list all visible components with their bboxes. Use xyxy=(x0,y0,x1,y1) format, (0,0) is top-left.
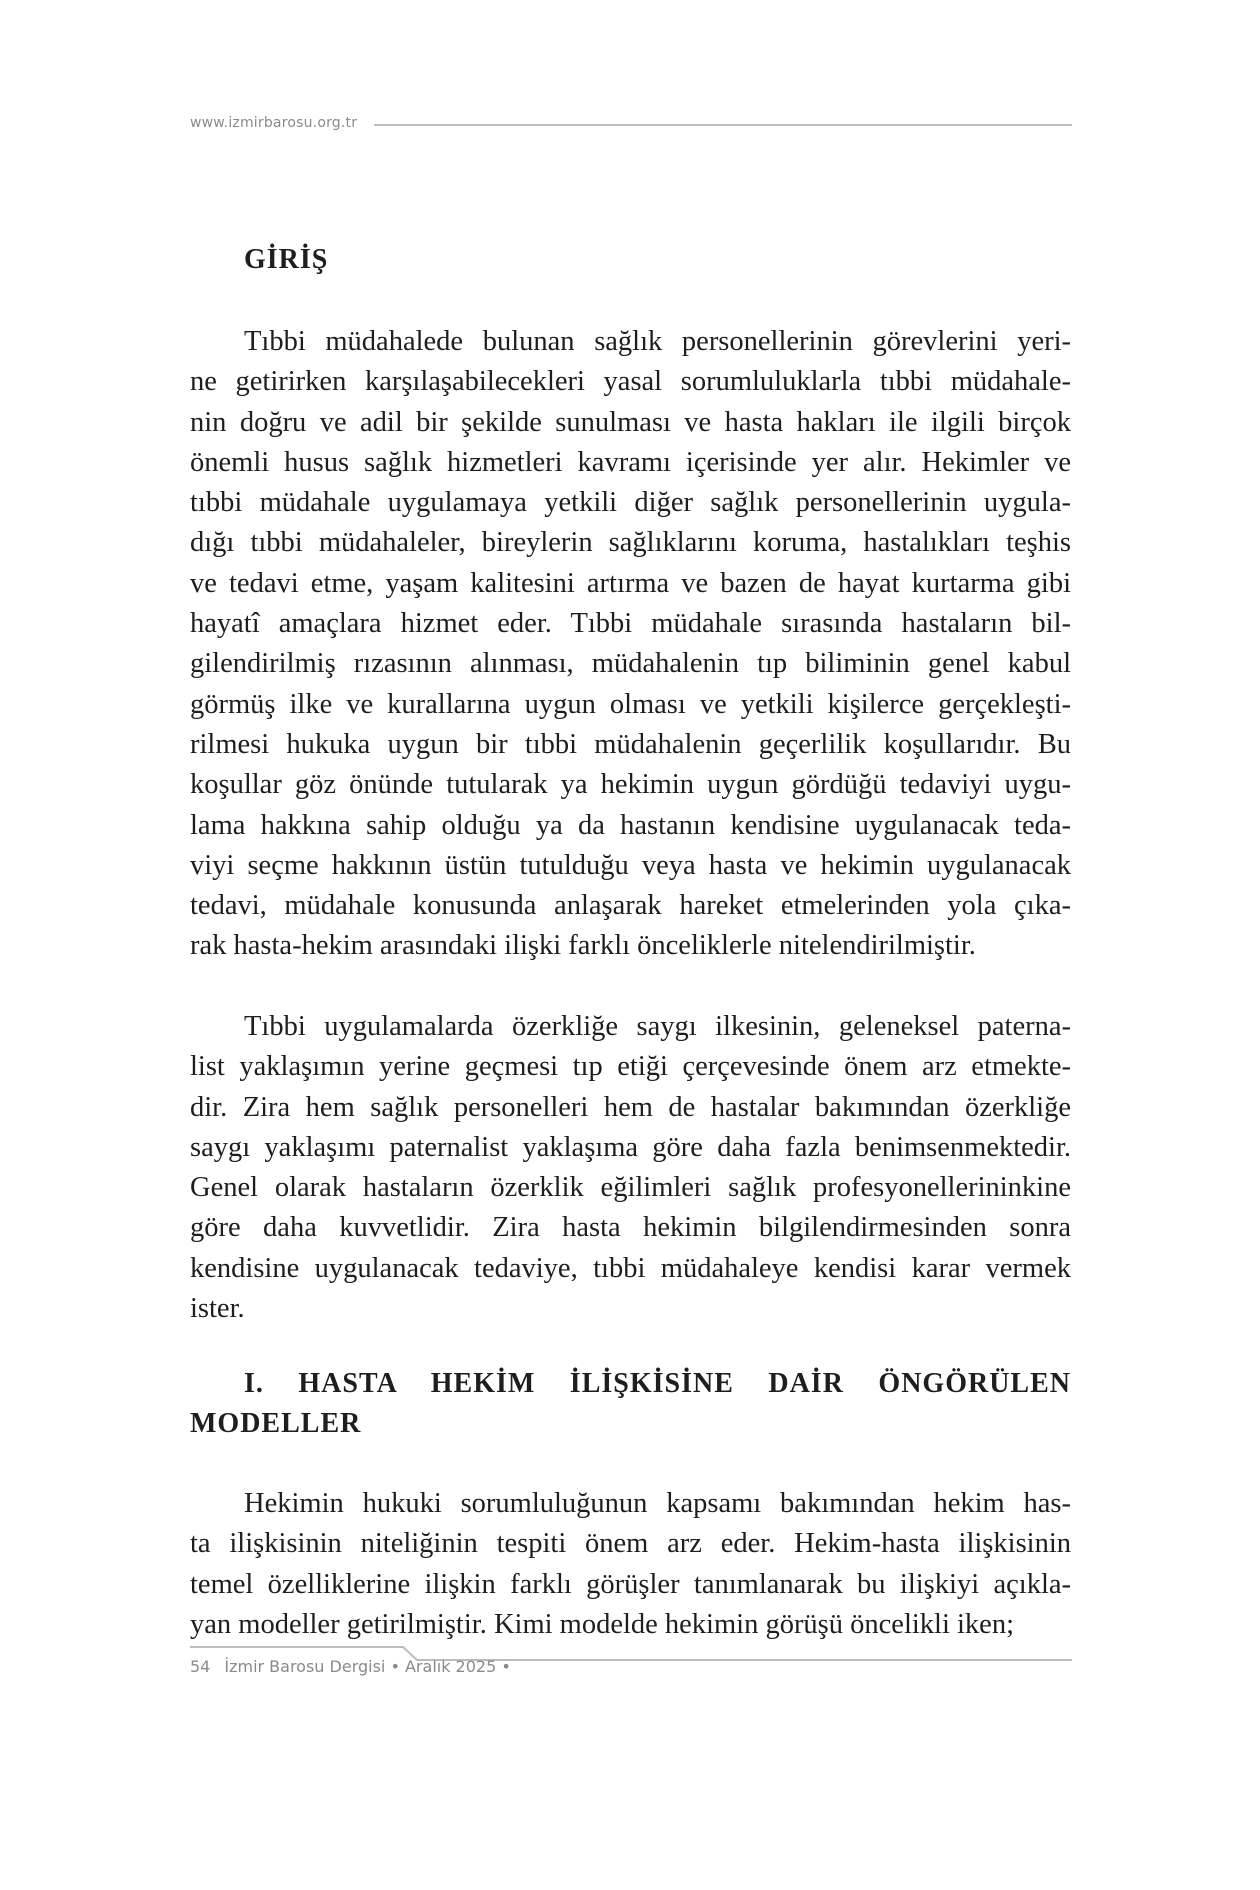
text-line: rilmesi hukuka uygun bir tıbbi müdahalenin geçerlilik koşullarıdır. Bu xyxy=(190,728,1071,760)
paragraph-2 xyxy=(190,1007,1071,1329)
text-line: nin doğru ve adil bir şekilde sunulması ve hasta hakları ile ilgili birçok xyxy=(190,406,1071,438)
text-line: koşullar göz önünde tutularak ya hekimin uygun gördüğü tedaviyi uygu- xyxy=(190,769,1071,801)
text-line: ne getirirken karşılaşabilecekleri yasal sorumluluklarla tıbbi müdahale- xyxy=(190,366,1071,398)
page-number: 54 xyxy=(190,1657,211,1676)
intro-heading-block xyxy=(190,240,1071,280)
text-line: kendisine uygulanacak tedaviye, tıbbi müdahaleye kendisi karar vermek xyxy=(190,1252,1071,1284)
text-line: Hekimin hukuki sorumluluğunun kapsamı bakımından hekim has- xyxy=(244,1488,1071,1519)
paragraph-3 xyxy=(190,1484,1071,1645)
section-1-heading xyxy=(190,1364,1071,1444)
text-line: saygı yaklaşımı paternalist yaklaşıma göre daha fazla benimsenmektedir. xyxy=(190,1131,1071,1163)
text-line: lama hakkına sahip olduğu ya da hastanın kendisine uygulanacak teda- xyxy=(190,809,1071,841)
section-1-heading-line: MODELLER xyxy=(190,1408,362,1439)
text-line: Genel olarak hastaların özerklik eğilimleri sağlık profesyonellerininkine xyxy=(190,1172,1071,1204)
paragraph-1 xyxy=(190,322,1071,967)
text-line: Tıbbi müdahalede bulunan sağlık personellerinin görevlerini yeri- xyxy=(244,326,1071,357)
text-line: dığı tıbbi müdahaleler, bireylerin sağlıklarını koruma, hastalıkları teşhis xyxy=(190,527,1071,559)
text-line: rak hasta-hekim arasındaki ilişki farklı önceliklerle nitelendirilmiştir. xyxy=(190,930,976,962)
text-line: önemli husus sağlık hizmetleri kavramı içerisinde yer alır. Hekimler ve xyxy=(190,446,1071,478)
text-line: ister. xyxy=(190,1293,245,1325)
text-line: görmüş ilke ve kurallarına uygun olması ve yetkili kişilerce gerçekleşti- xyxy=(190,688,1071,720)
publication-info: İzmir Barosu Dergisi • Aralık 2025 • xyxy=(224,1657,511,1676)
running-header xyxy=(190,112,1072,136)
text-line: tıbbi müdahale uygulamaya yetkili diğer sağlık personellerinin uygula- xyxy=(190,487,1071,519)
page-footer xyxy=(190,1640,1072,1680)
text-line: list yaklaşımın yerine geçmesi tıp etiği çerçevesinde önem arz etmekte- xyxy=(190,1051,1071,1083)
text-line: hayatî amaçlara hizmet eder. Tıbbi müdahale sırasında hastaların bil- xyxy=(190,608,1071,640)
text-line: göre daha kuvvetlidir. Zira hasta hekimin bilgilendirmesinden sonra xyxy=(190,1212,1071,1244)
header-url: www.izmirbarosu.org.tr xyxy=(190,115,358,131)
header-rule xyxy=(374,124,1072,126)
text-line: temel özelliklerine ilişkin farklı görüşler tanımlanarak bu ilişkiyi açıkla- xyxy=(190,1568,1071,1600)
text-line: viyi seçme hakkının üstün tutulduğu veya hasta ve hekimin uygulanacak xyxy=(190,849,1071,881)
intro-heading: GİRİŞ xyxy=(244,244,329,275)
text-line: dir. Zira hem sağlık personelleri hem de hastalar bakımından özerkliğe xyxy=(190,1091,1071,1123)
text-line: tedavi, müdahale konusunda anlaşarak hareket etmelerinden yola çıka- xyxy=(190,890,1071,922)
text-line: yan modeller getirilmiştir. Kimi modelde hekimin görüşü öncelikli iken; xyxy=(190,1608,1014,1640)
text-line: ta ilişkisinin niteliğinin tespiti önem arz eder. Hekim-hasta ilişkisinin xyxy=(190,1528,1071,1560)
footer-text xyxy=(190,1656,511,1678)
text-line: Tıbbi uygulamalarda özerkliğe saygı ilkesinin, geleneksel paterna- xyxy=(244,1011,1071,1042)
text-line: ve tedavi etme, yaşam kalitesini artırma ve bazen de hayat kurtarma gibi xyxy=(190,567,1071,599)
text-line: gilendirilmiş rızasının alınması, müdahalenin tıp biliminin genel kabul xyxy=(190,648,1071,680)
section-1-heading-line: I. HASTA HEKİM İLİŞKİSİNE DAİR ÖNGÖRÜLEN xyxy=(244,1368,1071,1399)
